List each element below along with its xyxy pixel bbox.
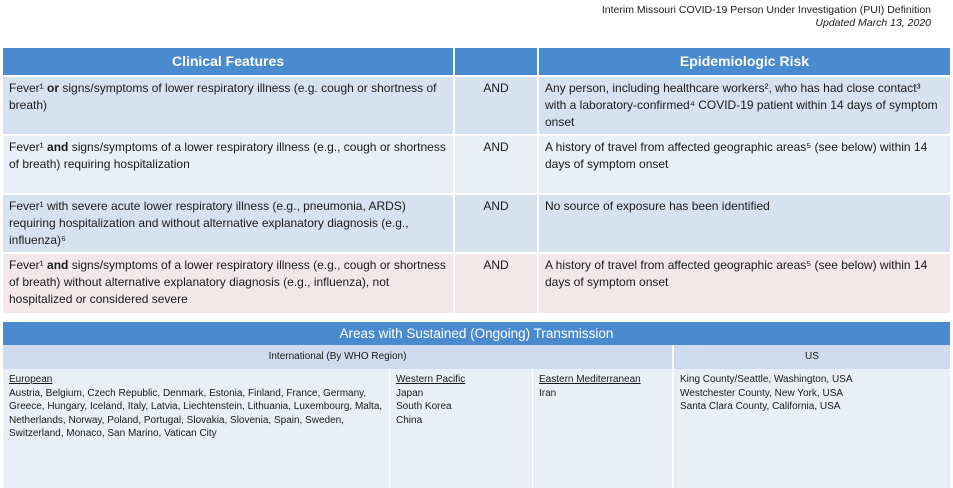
clinical-features-header: Clinical Features <box>3 48 454 76</box>
region-name: Eastern Mediterranean <box>539 374 641 385</box>
criteria-row <box>3 194 950 253</box>
connector-cell: AND <box>454 253 538 313</box>
document-title: Interim Missouri COVID-19 Person Under Investigation (PUI) Definition <box>601 4 931 16</box>
connector-cell: AND <box>454 135 538 194</box>
criteria-row <box>3 76 950 135</box>
region-name: Western Pacific <box>396 374 466 385</box>
us-area-item: King County/Seattle, Washington, USA <box>680 374 853 385</box>
clinical-cell: Fever¹ with severe acute lower respiratory illness (e.g., pneumonia, ARDS) requiring hospitalization and without alternative explanatory diagnosis (e.g., influenza)⁶ <box>3 194 454 253</box>
country-item: Japan <box>396 387 424 399</box>
region-eastern-mediterranean <box>533 369 674 488</box>
clinical-cell: Fever¹ or signs/symptoms of lower respiratory illness (e.g. cough or shortness of breath) <box>3 76 454 135</box>
country-item: South Korea <box>396 401 452 412</box>
areas-body <box>3 369 950 488</box>
criteria-table <box>3 48 950 313</box>
region-western-pacific <box>390 369 533 488</box>
clinical-cell: Fever¹ and signs/symptoms of a lower respiratory illness (e.g., cough or shortness of breath) requiring hospitalization <box>3 135 454 194</box>
clinical-cell: Fever¹ and signs/symptoms of a lower respiratory illness (e.g., cough or shortness of breath) without alternative explanatory diagnosis (e.g., influenza), not hospitalized or considered severe <box>3 253 454 313</box>
region-us <box>674 369 950 488</box>
international-label: International (By WHO Region) <box>3 345 674 369</box>
region-name: European <box>9 374 53 385</box>
epi-cell: Any person, including healthcare workers², who has had close contact³ with a laboratory-confirmed⁴ COVID-19 patient within 14 days of symptom onset <box>538 76 950 135</box>
transmission-areas-section <box>3 322 950 488</box>
region-countries: Austria, Belgium, Czech Republic, Denmark, Estonia, Finland, France, Germany, Greece, Hungary, Iceland, Italy, Latvia, Liechtenstein, Lithuania, Luxembourg, Malta, Netherlands, Norway, Poland, Portugal, Slovakia, Slovenia, Spain, Sweden, Switzerland, Monaco, San Marino, Vatican City <box>9 387 383 439</box>
us-area-item: Santa Clara County, California, USA <box>680 401 841 412</box>
epi-cell: A history of travel from affected geographic areas⁵ (see below) within 14 days of symptom onset <box>538 253 950 313</box>
areas-subheader <box>3 345 950 369</box>
document-header <box>602 4 931 30</box>
connector-header <box>454 48 538 76</box>
areas-title: Areas with Sustained (Ongoing) Transmission <box>3 322 950 345</box>
criteria-row <box>3 135 950 194</box>
connector-cell: AND <box>454 194 538 253</box>
epi-cell: No source of exposure has been identified <box>538 194 950 253</box>
updated-date: Updated March 13, 2020 <box>815 17 931 29</box>
us-label: US <box>805 351 819 362</box>
epidemiologic-risk-header: Epidemiologic Risk <box>538 48 950 76</box>
connector-cell: AND <box>454 76 538 135</box>
us-area-item: Westchester County, New York, USA <box>680 387 844 399</box>
country-item: China <box>396 414 423 426</box>
region-european <box>3 369 390 488</box>
country-item: Iran <box>539 387 557 399</box>
criteria-header-row <box>3 48 950 76</box>
epi-cell: A history of travel from affected geographic areas⁵ (see below) within 14 days of symptom onset <box>538 135 950 194</box>
criteria-row <box>3 253 950 313</box>
